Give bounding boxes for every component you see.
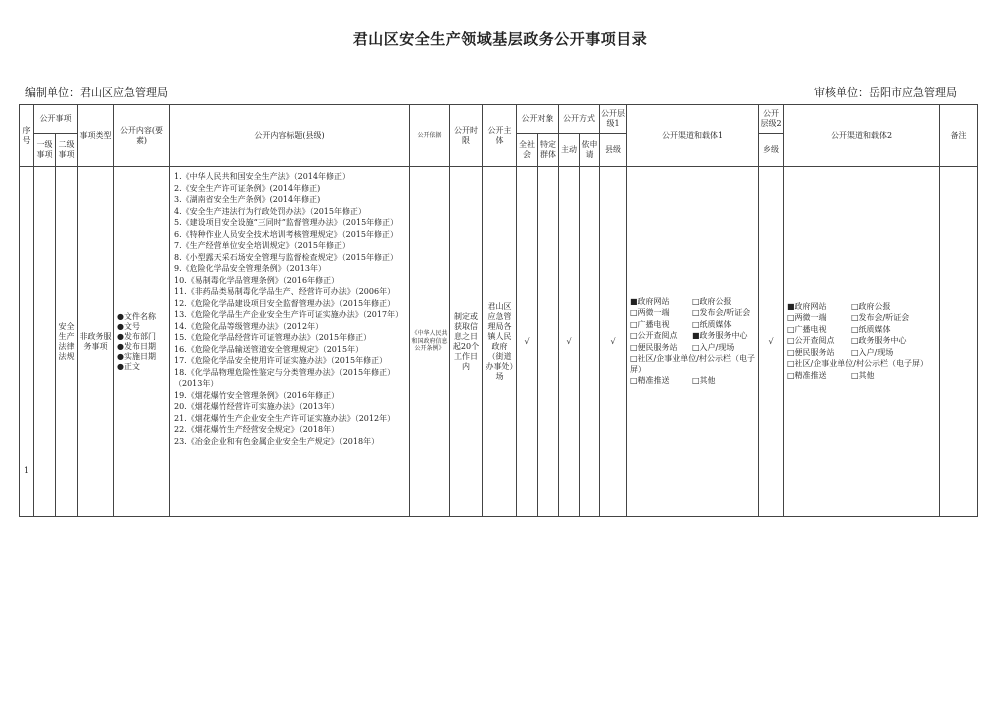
header-county: 县级 <box>600 134 627 167</box>
cell-seq: 1 <box>20 167 34 517</box>
cell-county-check: √ <box>600 167 627 517</box>
header-remark: 备注 <box>940 105 978 167</box>
channel-option: □广播电视 <box>630 319 670 329</box>
cell-on-request <box>580 167 600 517</box>
legal-item: 21.《烟花爆竹生产企业安全生产许可证实施办法》（2012年） <box>174 413 396 423</box>
header-specific-group: 特定群体 <box>538 134 559 167</box>
cell-township-check: √ <box>759 167 784 517</box>
legal-item: 4.《安全生产违法行为行政处罚办法》（2015年修正） <box>174 206 366 216</box>
channel-option: □公开查阅点 <box>787 336 835 346</box>
reviewing-unit: 审核单位：岳阳市应急管理局 <box>814 86 957 99</box>
channel-option: □入户/现场 <box>851 347 894 357</box>
channel-option: □两微一端 <box>787 313 827 323</box>
header-time-limit: 公开时限 <box>450 105 483 167</box>
cell-channels2 <box>784 167 940 517</box>
legal-item: 23.《冶金企业和有色金属企业安全生产规定》（2018年） <box>174 436 380 446</box>
header-township: 乡级 <box>759 134 784 167</box>
header-type: 事项类型 <box>78 105 114 167</box>
page-title: 君山区安全生产领域基层政务公开事项目录 <box>352 30 648 48</box>
channel-option: □公开查阅点 <box>630 331 678 341</box>
legal-item: 1.《中华人民共和国安全生产法》（2014年修正） <box>174 172 350 182</box>
legal-item: 17.《危险化学品安全使用许可证实施办法》（2015年修正） <box>174 356 388 366</box>
requirement-item: ●正文 <box>117 361 140 371</box>
channel-option: □政府公报 <box>851 301 891 311</box>
legal-item: 8.《小型露天采石场安全管理与监督检查规定》（2015年修正） <box>174 252 398 262</box>
cell-time-limit: 制定或获取信息之日起20个工作日内 <box>450 167 483 517</box>
requirement-item: ●发布部门 <box>117 331 156 341</box>
legal-item: 20.《烟花爆竹经营许可实施办法》（2013年） <box>174 402 340 412</box>
catalog-table <box>19 104 978 517</box>
legal-item: 16.《危险化学品输送管道安全管理规定》（2015年） <box>174 344 364 354</box>
channel-option: □社区/企事业单位/村公示栏（电子屏） <box>630 354 755 374</box>
legal-item: 11.《非药品类易制毒化学品生产、经营许可办法》（2006年） <box>174 287 396 297</box>
channel-option: □入户/现场 <box>692 342 735 352</box>
channel-option: □精准推送 <box>630 376 670 386</box>
cell-remark <box>940 167 978 517</box>
cell-subject: 君山区应急管理局各镇人民政府（街道办事处）场 <box>483 167 517 517</box>
channel-option: □便民服务站 <box>630 342 678 352</box>
cell-channels1 <box>627 167 759 517</box>
cell-basis: 《中华人民共和国政府信息公开条例》 <box>410 167 450 517</box>
requirement-item: ●实施日期 <box>117 351 156 361</box>
channel-option: □政务服务中心 <box>851 336 907 346</box>
cell-level1 <box>34 167 56 517</box>
cell-legal-list <box>170 167 410 517</box>
header-active: 主动 <box>559 134 580 167</box>
header-tier1: 公开层级1 <box>600 105 627 134</box>
channel-option: □发布会/听证会 <box>851 313 910 323</box>
channel-option: □其他 <box>851 370 875 380</box>
requirement-item: ●发布日期 <box>117 341 156 351</box>
channel-option: ■政府网站 <box>787 301 827 311</box>
header-subject: 公开主体 <box>483 105 517 167</box>
channel-option: □其他 <box>692 376 716 386</box>
header-channel1: 公开渠道和载体1 <box>627 105 759 167</box>
cell-active-check: √ <box>559 167 580 517</box>
requirement-item: ●文号 <box>117 321 140 331</box>
header-method: 公开方式 <box>559 105 600 134</box>
legal-item: 9.《危险化学品安全管理条例》（2013年） <box>174 264 326 274</box>
header-on-request: 依申请 <box>580 134 600 167</box>
legal-item: 7.《生产经营单位安全培训规定》（2015年修正） <box>174 241 350 251</box>
legal-item: 19.《烟花爆竹安全管理条例》（2016年修正） <box>174 390 340 400</box>
header-seq: 序号 <box>20 105 34 167</box>
header-matter: 公开事项 <box>34 105 78 134</box>
header-content-title: 公开内容标题(县级) <box>170 105 410 167</box>
header-level1: 一级事项 <box>34 134 56 167</box>
compiling-unit: 编制单位：君山区应急管理局 <box>25 86 168 99</box>
channel-option: □广播电视 <box>787 324 827 334</box>
header-level2: 二级事项 <box>56 134 78 167</box>
cell-requirements <box>114 167 170 517</box>
header-target: 公开对象 <box>517 105 559 134</box>
legal-item: 3.《湖南省安全生产条例》(2014年修正) <box>174 195 321 205</box>
legal-item: 12.《危险化学品建设项目安全监督管理办法》（2015年修正） <box>174 298 396 308</box>
channel-option: ■政务服务中心 <box>692 331 748 341</box>
cell-type: 非政务服务事项 <box>78 167 114 517</box>
header-tier2: 公开层级2 <box>759 105 784 134</box>
header-all-society: 全社会 <box>517 134 538 167</box>
requirement-item: ●文件名称 <box>117 311 156 321</box>
legal-item: 15.《危险化学品经营许可证管理办法》（2015年修正） <box>174 333 372 343</box>
channel-option: □纸质媒体 <box>692 319 732 329</box>
channel-option: □便民服务站 <box>787 347 835 357</box>
header-basis: 公开依据 <box>410 105 450 167</box>
table-row <box>20 167 978 517</box>
cell-all-society-check: √ <box>517 167 538 517</box>
legal-item: 13.《危险化学品生产企业安全生产许可证实施办法》（2017年） <box>174 310 404 320</box>
legal-item: 2.《安全生产许可证条例》(2014年修正) <box>174 183 321 193</box>
legal-item: 18.《化学品物理危险性鉴定与分类管理办法》（2015年修正）（2013年） <box>174 367 396 389</box>
legal-item: 6.《特种作业人员安全技术培训考核管理规定》（2015年修正） <box>174 229 398 239</box>
cell-level2: 安全生产法律法规 <box>56 167 78 517</box>
channel-option: ■政府网站 <box>630 296 670 306</box>
channel-option: □发布会/听证会 <box>692 308 751 318</box>
legal-item: 14.《危险化品等级管理办法》（2012年） <box>174 321 324 331</box>
channel-option: □政府公报 <box>692 296 732 306</box>
legal-item: 10.《易制毒化学品管理条例》（2016年修正） <box>174 275 340 285</box>
legal-item: 22.《烟花爆竹生产经营安全规定》（2018年） <box>174 425 340 435</box>
channel-option: □两微一端 <box>630 308 670 318</box>
channel-option: □纸质媒体 <box>851 324 891 334</box>
channel-option: □精准推送 <box>787 370 827 380</box>
header-channel2: 公开渠道和载体2 <box>784 105 940 167</box>
header-content-req: 公开内容(要素) <box>114 105 170 167</box>
legal-item: 5.《建设项目安全设施“三同时”监督管理办法》（2015年修正） <box>174 218 399 228</box>
channel-option: □社区/企事业单位/村公示栏（电子屏） <box>787 359 928 369</box>
cell-specific-group <box>538 167 559 517</box>
